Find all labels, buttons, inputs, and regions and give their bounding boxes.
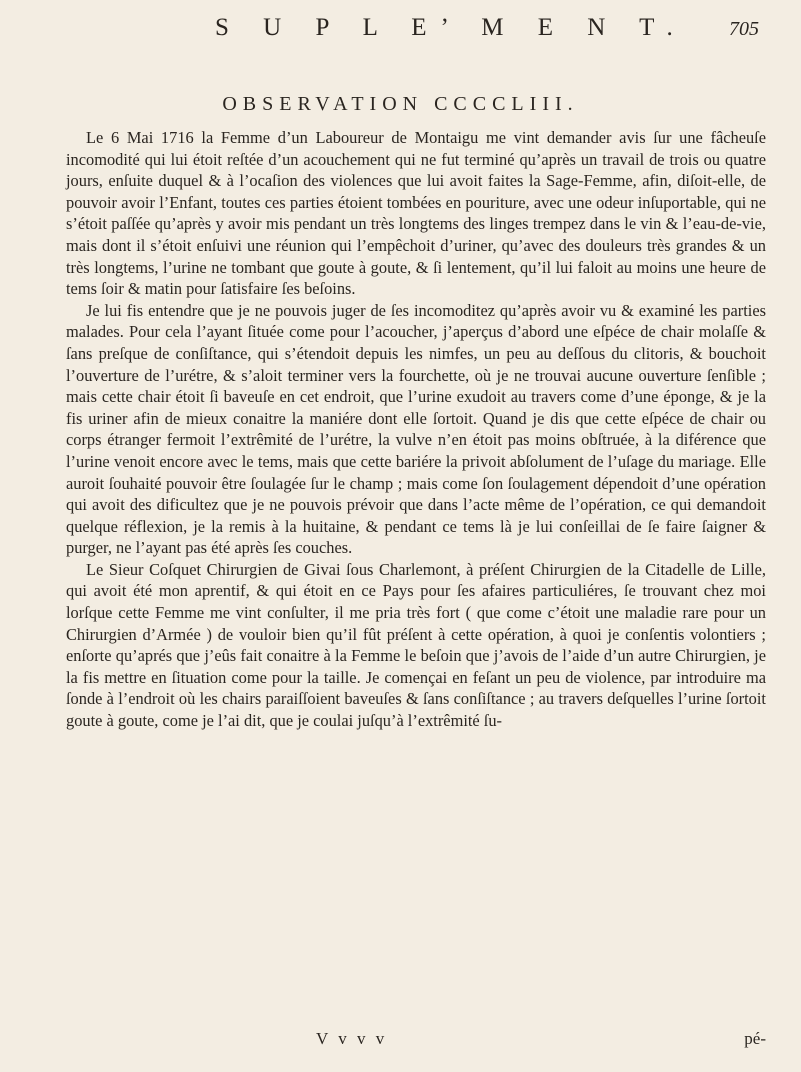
catchword: pé- bbox=[744, 1029, 766, 1048]
signature-mark: V v v v bbox=[316, 1029, 388, 1048]
paragraph: Le Sieur Coſquet Chirurgien de Givai ſous Charlemont, à préſent Chirurgien de la Citadelle de Lille, qui avoit été mon aprentif, & qui étoit en ce Pays pour ſes afaires particuliéres, ſe trouvant chez moi lorſque cette Femme me vint conſulter, il me pria très fort ( que come c’étoit une maladie rare pour un Chirurgien d’Armée ) de vouloir bien qu’il fût préſent à cette opération, à quoi je conſentis volontiers ; enſorte qu’aprés que j’eûs fait conaitre à la Femme le beſoin que j’avois de l’aide d’un autre Chirurgien, je la fis mettre en ſituation come pour la taille. Je començai en feſant un peu de violence, par introduire ma ſonde à l’endroit où les chairs paraiſſoient baveuſes & ſans conſiſtance ; au travers deſquelles l’urine ſortoit goute à goute, come je l’ai dit, que je coulai juſqu’à l’extrêmité ſu- bbox=[66, 559, 766, 731]
running-title: S U P L E’ M E N T. bbox=[215, 14, 687, 41]
page-footer bbox=[66, 1029, 766, 1053]
running-head bbox=[0, 14, 801, 54]
observation-heading: OBSERVATION CCCCLIII. bbox=[222, 93, 579, 115]
paragraph: Je lui fis entendre que je ne pouvois juger de ſes incomoditez qu’après avoir vu & examiné les parties malades. Pour cela l’ayant ſituée come pour l’acoucher, j’aperçus d’abord une eſpéce de chair molaſſe & ſans preſque de conſiſtance, qui s’étendoit depuis les nimfes, un peu au deſſous du clitoris, & bouchoit l’ouverture de l’urétre, & s’aloit terminer vers la fourchette, où je ne trouvai aucune ouverture ſenſible ; mais cette chair étoit ſi baveuſe en cet endroit, que l’urine exudoit au travers come d’une éponge, & je la fis uriner afin de mieux conaitre la maniére dont elle ſortoit. Quand je dis que cette eſpéce de chair ou corps étranger fermoit l’extrêmité de l’urétre, la vulve n’en étoit pas moins obſtruée, à la diférence que l’urine venoit encore avec le tems, mais que cette bariére la privoit abſolument de l’uſage du mariage. Elle auroit ſouhaité pouvoir être ſoulagée ſur le champ ; mais come ſon ſoulagement dépendoit d’une opération qui avoit des dificultez que je ne pouvois prévoir que dans l’acte même de l’opération, ce qui demandoit quelque réflexion, je la remis à la huitaine, & pendant ce tems là je lui conſeillai de ſe faire ſaigner & purger, ne l’ayant pas été après ſes couches. bbox=[66, 300, 766, 558]
body-text bbox=[66, 127, 766, 732]
page-number: 705 bbox=[729, 18, 759, 40]
paragraph: Le 6 Mai 1716 la Femme d’un Laboureur de Montaigu me vint demander avis ſur une fâcheuſe incomodité qui lui étoit reſtée d’un acouchement qui ne fut terminé qu’après un travail de trois ou quatre jours, enſuite duquel & à l’ocaſion des violences que lui avoit faites la Sage-Femme, afin, diſoit-elle, de pouvoir avoir l’Enfant, toutes ces parties étoient tombées en pouriture, avec une odeur inſuportable, qui ne s’étoit paſſée qu’après y avoir mis pendant un très longtems des linges trempez dans le vin & l’eau-de-vie, mais dont il s’étoit enſuivi une réunion qui l’empêchoit d’uriner, qu’avec des douleurs très grandes & un très longtems, l’urine ne tombant que goute à goute, & ſi lentement, qu’il lui faloit au moins une heure de tems ſoir & matin pour ſatisfaire ſes beſoins. bbox=[66, 128, 766, 299]
